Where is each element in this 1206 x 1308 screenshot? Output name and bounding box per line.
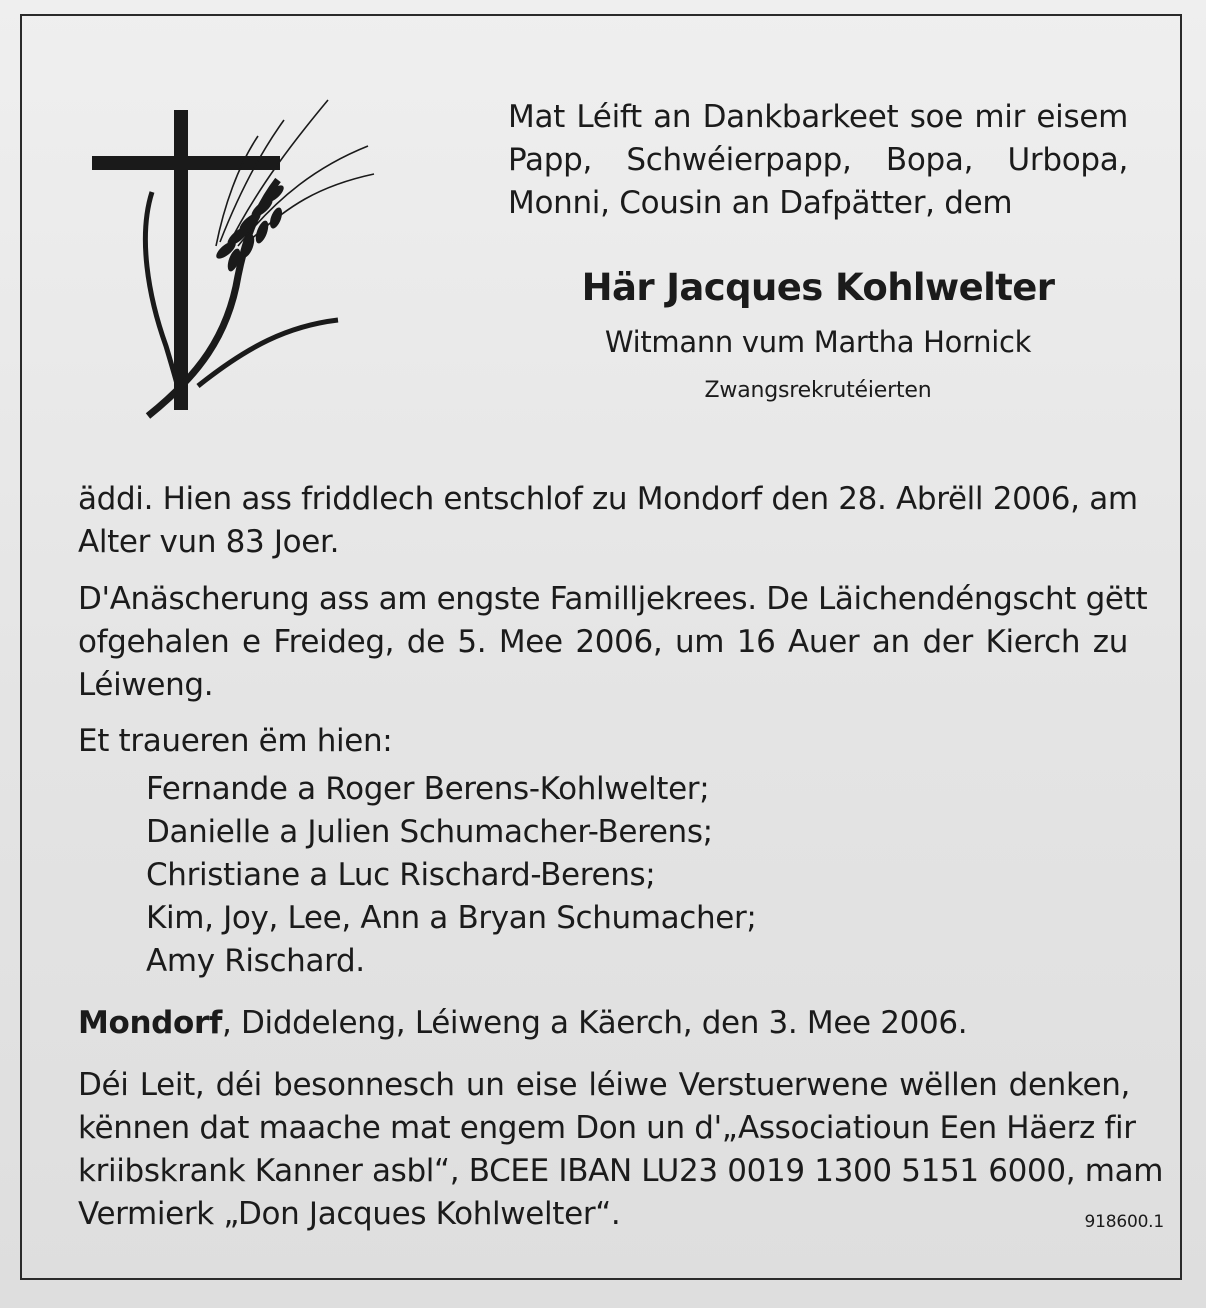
- death-paragraph: [78, 478, 1138, 564]
- intro-line: Papp, Schwéierpapp, Bopa, Urbopa,: [508, 142, 1128, 178]
- funeral-paragraph: [78, 578, 1148, 707]
- text-line: D'Anäscherung ass am engste Familljekrees. De Läichendéngscht gëtt: [78, 581, 1148, 617]
- place-rest: , Diddeleng, Léiweng a Käerch, den 3. Mee 2006.: [222, 1005, 968, 1041]
- list-item: Danielle a Julien Schumacher-Berens;: [146, 814, 713, 850]
- intro-text: [508, 96, 1128, 225]
- list-item: Christiane a Luc Rischard-Berens;: [146, 857, 656, 893]
- mourners-list: [146, 768, 757, 983]
- text-line: Vermierk „Don Jacques Kohlwelter“.: [78, 1196, 621, 1232]
- deceased-name: Här Jacques Kohlwelter: [581, 266, 1055, 309]
- cross-and-wheat-icon: [88, 96, 388, 436]
- text-line: ofgehalen e Freideg, de 5. Mee 2006, um 16 Auer an der Kierch zu: [78, 624, 1128, 660]
- reference-number: 918600.1: [1084, 1212, 1164, 1232]
- donation-paragraph: [78, 1064, 1164, 1236]
- deceased-spouse: Witmann vum Martha Hornick: [604, 325, 1032, 359]
- mourning-intro: Et traueren ëm hien:: [78, 723, 393, 759]
- list-item: Amy Rischard.: [146, 943, 365, 979]
- list-item: Fernande a Roger Berens-Kohlwelter;: [146, 771, 710, 807]
- text-line: äddi. Hien ass friddlech entschlof zu Mondorf den 28. Abrëll 2006, am: [78, 481, 1138, 517]
- text-line: Alter vun 83 Joer.: [78, 524, 340, 560]
- intro-line: Monni, Cousin an Dafpätter, dem: [508, 185, 1013, 221]
- list-item: Kim, Joy, Lee, Ann a Bryan Schumacher;: [146, 900, 757, 936]
- text-line: kriibskrank Kanner asbl“, BCEE IBAN LU23 0019 1300 5151 6000, mam: [78, 1153, 1164, 1189]
- places-line: [78, 1002, 1128, 1045]
- intro-line: Mat Léift an Dankbarkeet soe mir eisem: [508, 99, 1128, 135]
- deceased-title: Zwangsrekrutéierten: [704, 378, 932, 403]
- text-line: Léiweng.: [78, 667, 214, 703]
- place-bold: Mondorf: [78, 1005, 223, 1041]
- text-line: Déi Leit, déi besonnesch un eise léiwe Verstuerwene wëllen denken,: [78, 1067, 1130, 1103]
- text-line: kënnen dat maache mat engem Don un d'„Associatioun Een Häerz fir: [78, 1110, 1136, 1146]
- deceased-block: [508, 260, 1128, 408]
